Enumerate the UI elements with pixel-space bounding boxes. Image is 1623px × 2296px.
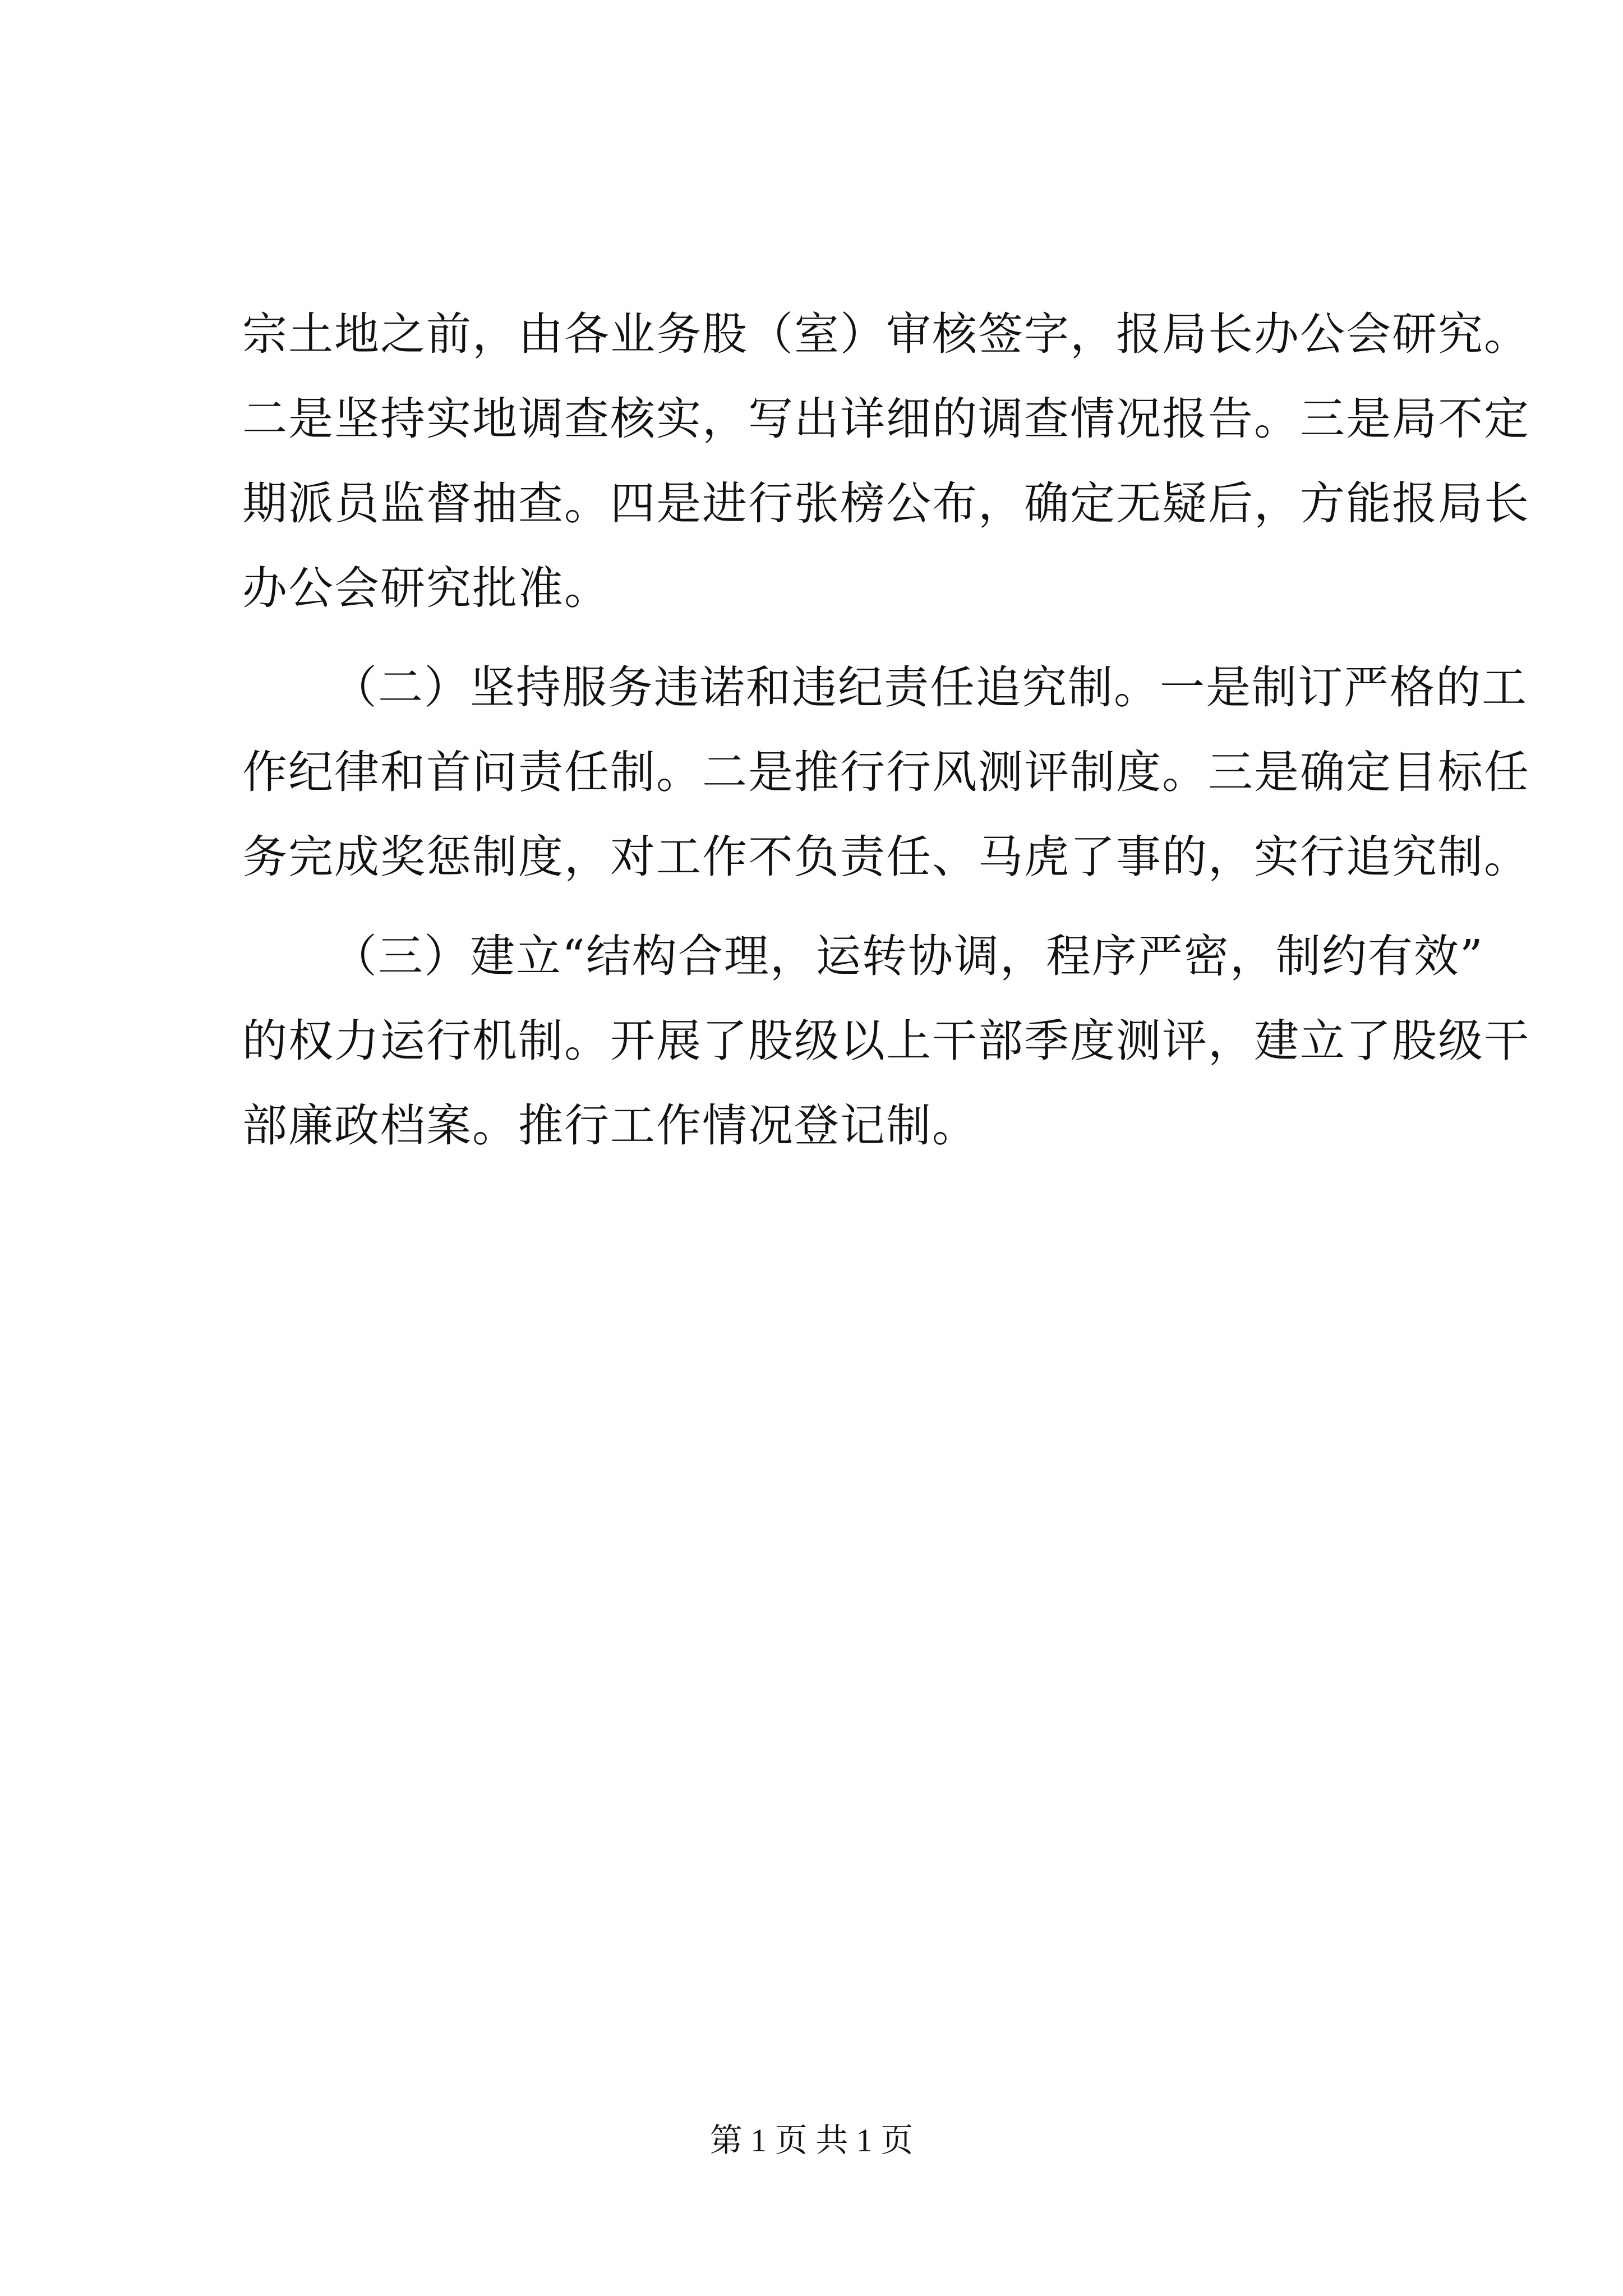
paragraph-line: 部廉政档案。推行工作情况登记制。 [242,1099,978,1152]
paragraph-line: 宗土地之前，由各业务股（室）审核签字，报局长办公会研究。 [242,308,1530,360]
paragraph-line: 办公会研究批准。 [242,562,610,614]
paragraph-line: 二是坚持实地调查核实，写出详细的调查情况报告。三是局不定 [242,393,1530,445]
paragraph-line: 作纪律和首问责任制。二是推行行风测评制度。三是确定目标任 [242,746,1530,798]
paragraph-3 [242,914,1530,1168]
paragraph-line: 的权力运行机制。开展了股级以上干部季度测评，建立了股级干 [242,1015,1530,1067]
document-body [242,292,1530,1168]
page-number: 第 1 页 共 1 页 [709,2122,914,2159]
page-footer [0,2118,1623,2163]
paragraph-line: 务完成奖惩制度，对工作不负责任、马虎了事的，实行追究制。 [242,831,1530,883]
paragraph-line: （三）建立“结构合理，运转协调，程序严密，制约有效” [332,930,1484,982]
paragraph-line: （二）坚持服务违诺和违纪责任追究制。一是制订严格的工 [332,661,1528,714]
paragraph-1 [242,292,1530,631]
paragraph-line: 期派员监督抽查。四是进行张榜公布，确定无疑后，方能报局长 [242,477,1530,530]
paragraph-2 [242,645,1530,899]
